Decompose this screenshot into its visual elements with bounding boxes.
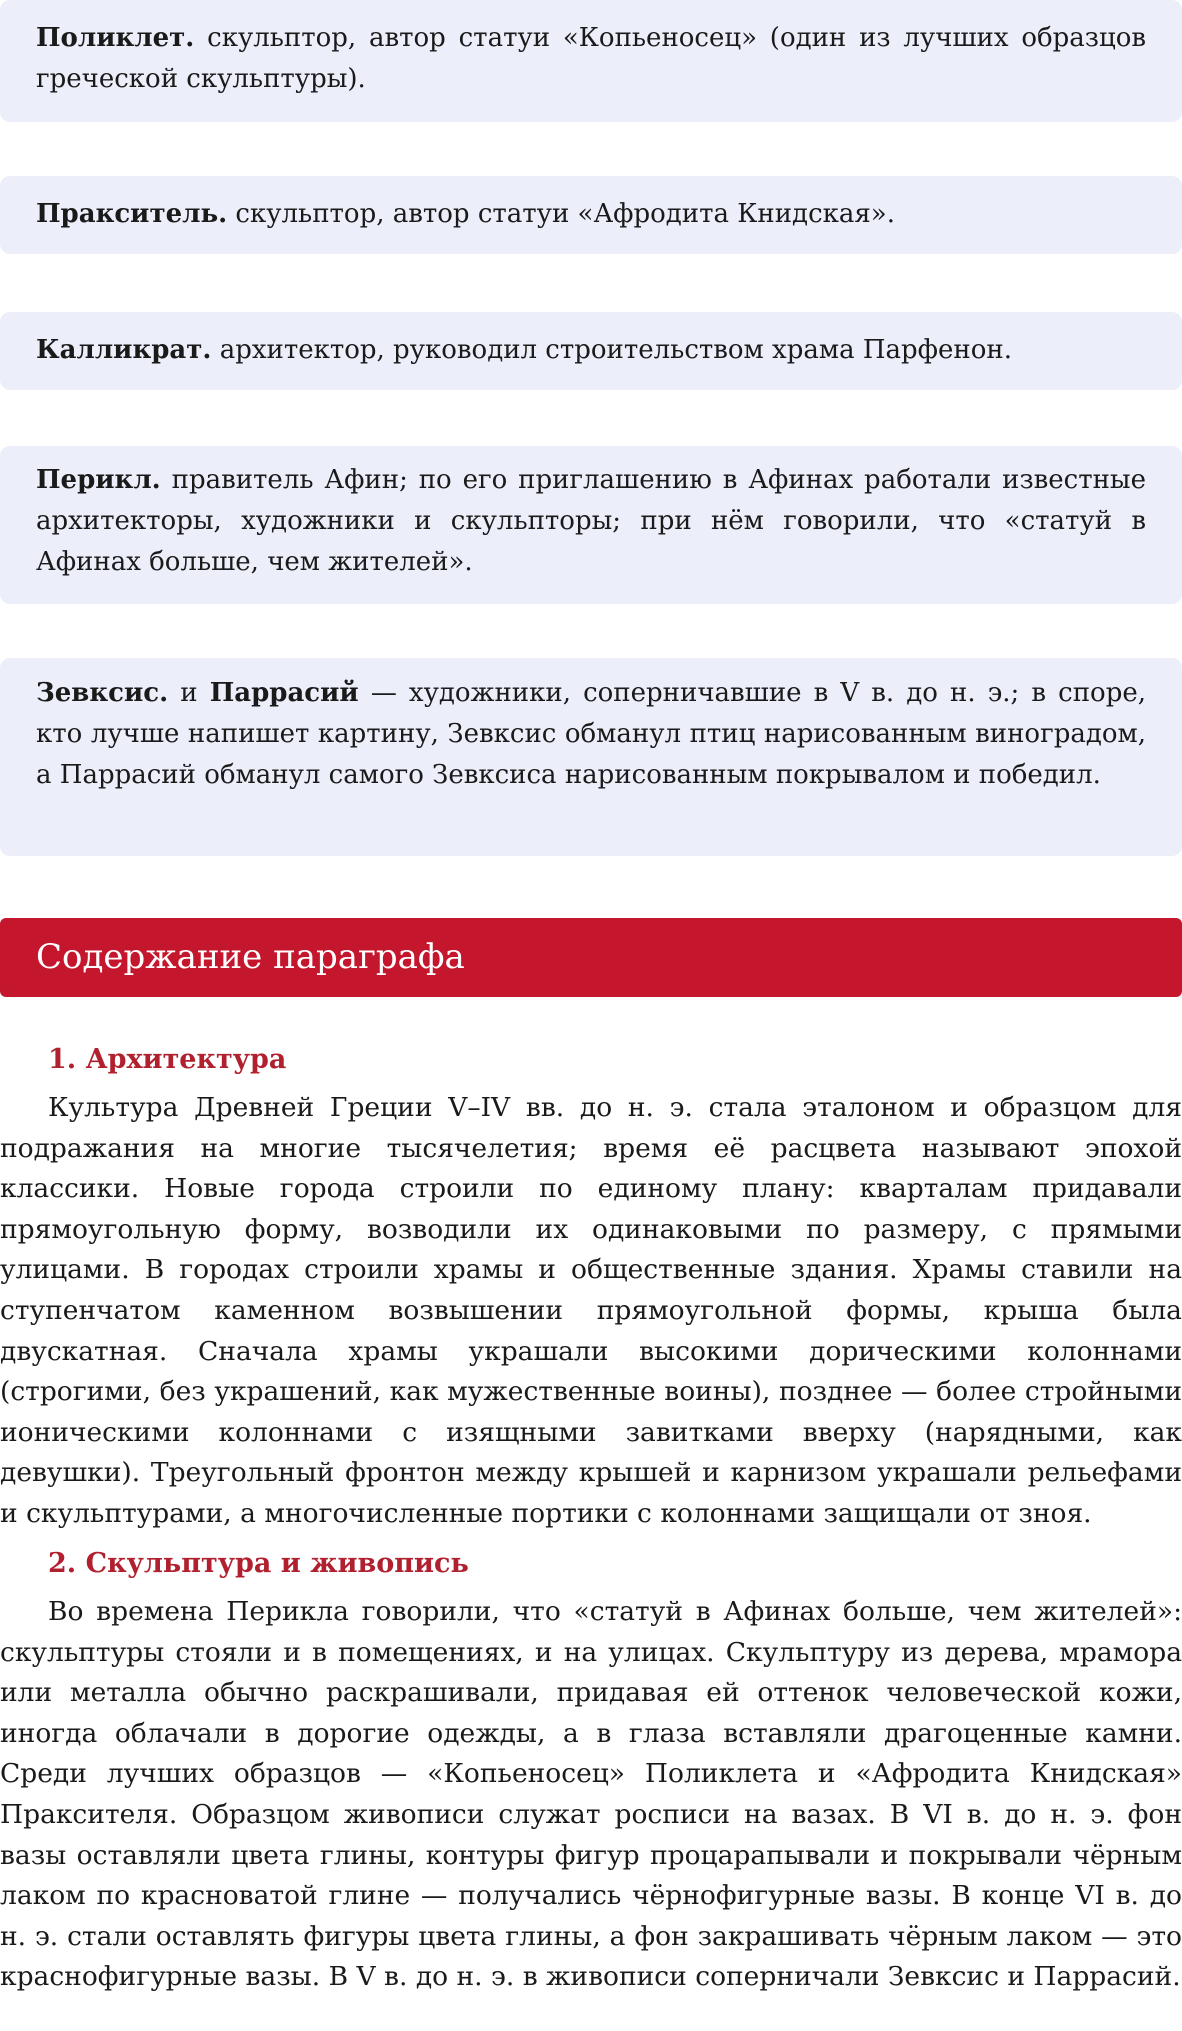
term-name: Зевксис. (36, 678, 169, 708)
term-name: Калликрат. (36, 335, 212, 365)
subsection-heading-architecture: 1. Архитектура (48, 1044, 287, 1075)
term-name-2: Паррасий (209, 678, 359, 708)
term-card-praxiteles (0, 176, 1182, 254)
term-definition: правитель Афин; по его приглашению в Афинах работали известные архитекторы, художники и скульпторы; при нём говорили, что «статуй в Афинах больше, чем жителей». (36, 465, 1147, 577)
section-banner (0, 918, 1182, 997)
subsection-heading-sculpture-painting: 2. Скульптура и живопись (48, 1548, 469, 1579)
term-card-zeuxis-parrhasius (0, 658, 1182, 856)
term-connector: и (180, 678, 198, 708)
term-card-pericles (0, 446, 1182, 604)
section-title: Содержание параграфа (36, 937, 465, 977)
term-definition: архитектор, руководил строительством храма Парфенон. (219, 335, 1012, 365)
term-definition: скульптор, автор статуи «Афродита Книдская». (235, 199, 895, 229)
subsection-text-architecture: Культура Древней Греции V–IV вв. до н. э. стала эталоном и образцом для подражания на многие тысячелетия; время её расцвета называют эпохой классики. Новые города строили по единому плану: кварталам придавали прямоугольную форму, возводили их одинаковыми по размеру, с прямыми улицами. В городах строили храмы и общественные здания. Храмы ставили на ступенчатом каменном возвышении прямоугольной формы, крыша была двускатная. Сначала храмы украшали высокими дорическими колоннами (строгими, без украшений, как мужественные воины), позднее — более стройными ионическими колоннами с изящными завитками вверху (нарядными, как девушки). Треугольный фронтон между крышей и карнизом украшали рельефами и скульптурами, а многочисленные портики с колоннами защищали от зноя. (0, 1092, 1182, 1529)
term-card-kallikrates (0, 312, 1182, 390)
subsection-text-sculpture-painting: Во времена Перикла говорили, что «статуй в Афинах больше, чем жителей»: скульптуры стояли и в помещениях, и на улицах. Скульптуру из дерева, мрамора или металла обычно раскрашивали, придавая ей оттенок человеческой кожи, иногда облачали в дорогие одежды, а в глаза вставляли драгоценные камни. Среди лучших образцов — «Копьеносец» Поликлета и «Афродита Книдская» Праксителя. Образцом живописи служат росписи на вазах. В VI в. до н. э. фон вазы оставляли цвета глины, контуры фигур процарапывали и покрывали чёрным лаком по красноватой глине — получались чёрнофигурные вазы. В конце VI в. до н. э. стали оставлять фигуры цвета глины, а фон закрашивать чёрным лаком — это краснофигурные вазы. В V в. до н. э. в живописи соперничали Зевксис и Паррасий. (0, 1596, 1182, 1993)
term-name: Поликлет. (36, 23, 195, 53)
term-card-polyclet (0, 0, 1182, 122)
term-definition: скульптор, автор статуи «Копьеносец» (один из лучших образцов греческой скульптуры). (36, 23, 1146, 94)
term-name: Пракситель. (36, 199, 228, 229)
term-definition: — художники, соперничавшие в V в. до н. э.; в споре, кто лучше напишет картину, Зевксис обманул птиц нарисованным виноградом, а Паррасий обманул самого Зевксиса нарисованным покрывалом и победил. (36, 678, 1147, 790)
term-name: Перикл. (36, 465, 161, 495)
